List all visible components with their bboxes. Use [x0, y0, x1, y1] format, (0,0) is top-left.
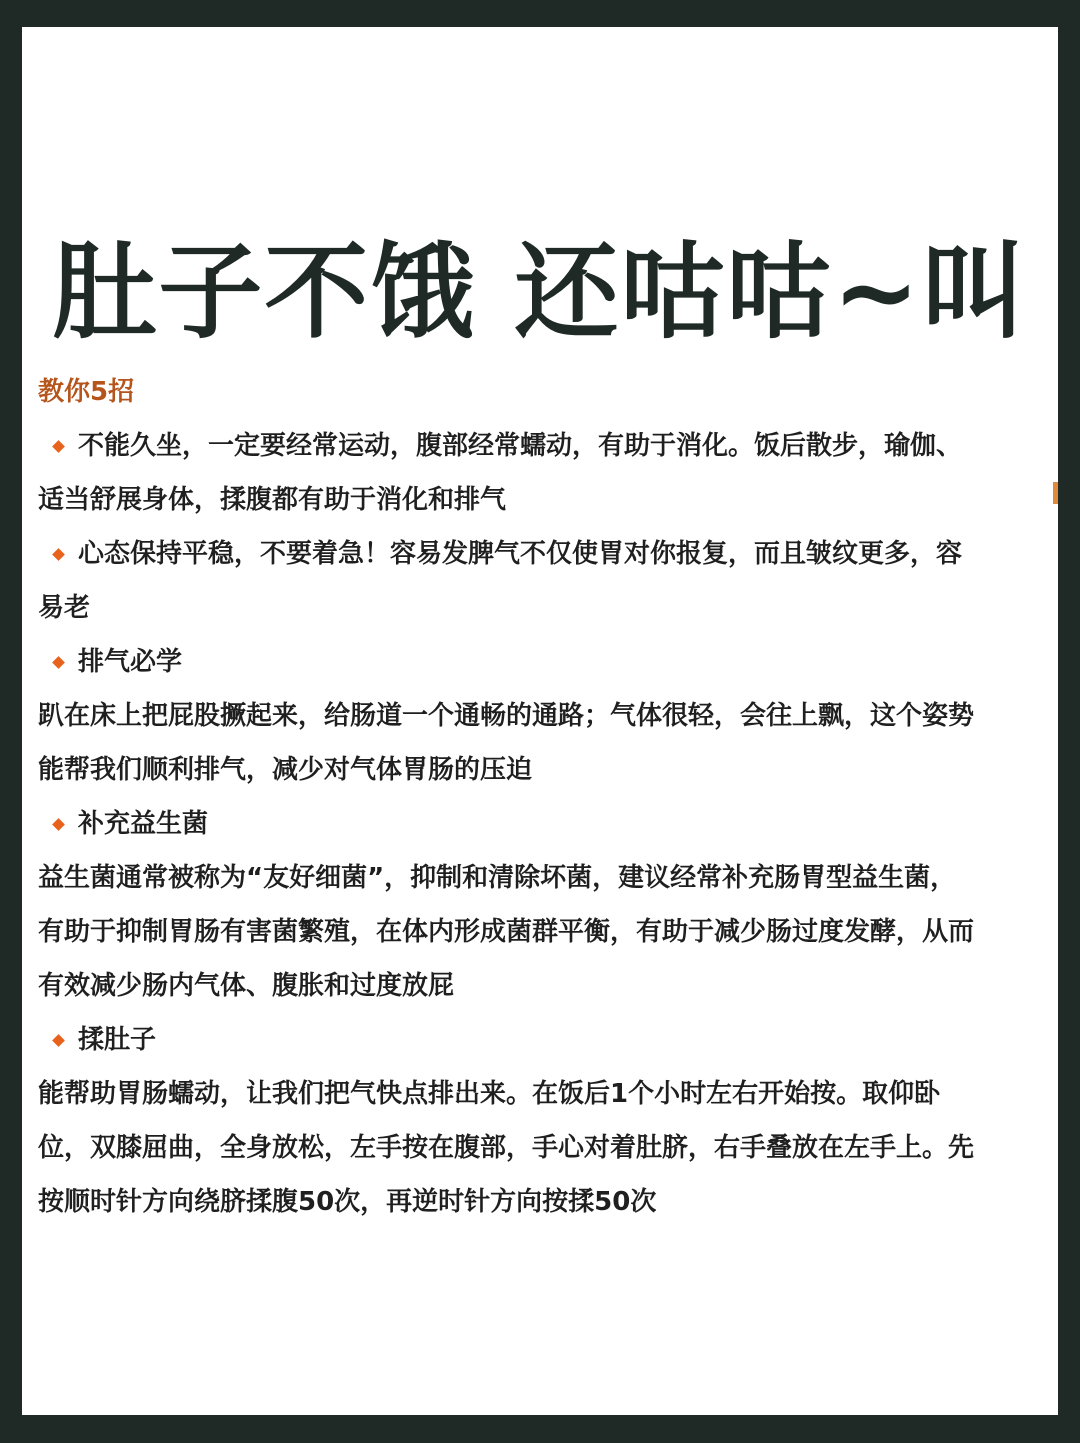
- tip-2: [38, 527, 1048, 581]
- tip-5-heading-row: [38, 1013, 1048, 1067]
- tip-5-line-3: 按顺时针方向绕脐揉腹50次，再逆时针方向按揉50次: [38, 1187, 657, 1217]
- diamond-bullet-icon: [38, 1036, 78, 1045]
- tip-3-line-1: 趴在床上把屁股撅起来，给肠道一个通畅的通路；气体很轻，会往上飘，这个姿势: [38, 701, 975, 731]
- tip-5-line-1: 能帮助胃肠蠕动，让我们把气快点排出来。在饭后1个小时左右开始按。取仰卧: [38, 1079, 941, 1109]
- tip-1-line-1: 不能久坐，一定要经常运动，腹部经常蠕动，有助于消化。饭后散步，瑜伽、: [78, 431, 963, 461]
- tip-4-line-1: 益生菌通常被称为“友好细菌”，抑制和清除坏菌，建议经常补充肠胃型益生菌，: [38, 863, 957, 893]
- page-title: 肚子不饿 还咕咕~叫: [52, 231, 1028, 353]
- tip-3-line-2: 能帮我们顺利排气，减少对气体胃肠的压迫: [38, 755, 533, 785]
- tip-1: [38, 419, 1048, 473]
- tip-5-heading: 揉肚子: [78, 1025, 157, 1055]
- tip-1-line-2: 适当舒展身体，揉腹都有助于消化和排气: [38, 485, 507, 515]
- tip-4-line-3: 有效减少肠内气体、腹胀和过度放屁: [38, 971, 455, 1001]
- diamond-bullet-icon: [38, 658, 78, 667]
- diamond-bullet-icon: [38, 442, 78, 451]
- tip-2-line-1: 心态保持平稳，不要着急！容易发脾气不仅使胃对你报复，而且皱纹更多，容: [78, 539, 963, 569]
- content-card: [22, 27, 1058, 1415]
- tip-2-line-2: 易老: [38, 593, 91, 623]
- tip-3-heading: 排气必学: [78, 647, 183, 677]
- diamond-bullet-icon: [38, 550, 78, 559]
- tip-4-heading-row: [38, 797, 1048, 851]
- tip-3-heading-row: [38, 635, 1048, 689]
- article-body: [38, 365, 1048, 1229]
- tip-4-line-2: 有助于抑制胃肠有害菌繁殖，在体内形成菌群平衡，有助于减少肠过度发酵，从而: [38, 917, 975, 947]
- tip-5-line-2: 位，双膝屈曲，全身放松，左手按在腹部，手心对着肚脐，右手叠放在左手上。先: [38, 1133, 975, 1163]
- subtitle: 教你5招: [38, 377, 135, 407]
- diamond-bullet-icon: [38, 820, 78, 829]
- tip-4-heading: 补充益生菌: [78, 809, 209, 839]
- edge-mark: [1053, 482, 1058, 504]
